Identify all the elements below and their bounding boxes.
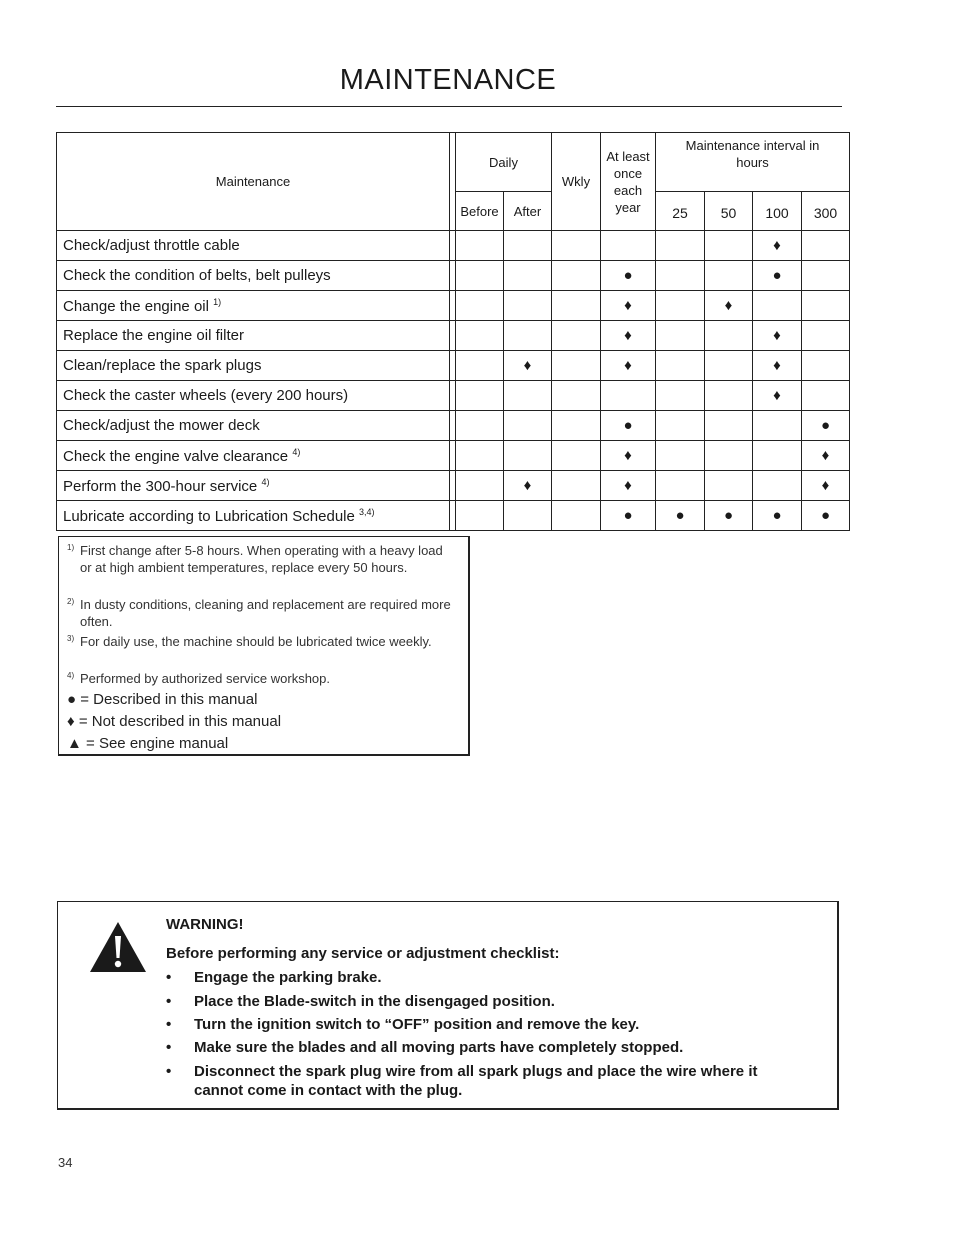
footnote-1 [67, 543, 457, 576]
mark-300h: ♦ [802, 441, 850, 471]
footnote-number: 3) [67, 634, 75, 643]
mark-before [456, 501, 504, 531]
warning-item-text: Place the Blade-switch in the disengaged position. [194, 993, 555, 1010]
bullet-icon: • [166, 1039, 172, 1056]
mark-100h: ♦ [753, 321, 802, 351]
footnote-text: First change after 5-8 hours. When operating with a heavy load or at high ambient temperatures, replace every 50 hours. [80, 543, 443, 575]
mark-50h [705, 321, 753, 351]
task-cell [57, 381, 450, 411]
header-daily: Daily [456, 133, 552, 192]
legend-text: = Not described in this manual [78, 713, 282, 730]
mark-yearly: ♦ [601, 441, 656, 471]
mark-yearly: ● [601, 501, 656, 531]
filled-circle-icon: ● [67, 691, 77, 708]
mark-300h: ♦ [802, 471, 850, 501]
mark-before [456, 261, 504, 291]
page-title: MAINTENANCE [339, 64, 557, 96]
warning-item [166, 1038, 806, 1057]
mark-50h [705, 471, 753, 501]
mark-25h: ● [656, 501, 705, 531]
mark-100h: ♦ [753, 351, 802, 381]
mark-50h [705, 261, 753, 291]
triangle-icon: ▲ [67, 735, 82, 752]
bullet-icon: • [166, 993, 172, 1010]
mark-weekly [552, 501, 601, 531]
task-label: Clean/replace the spark plugs [63, 357, 262, 374]
header-300h: 300 [802, 192, 850, 231]
mark-weekly [552, 441, 601, 471]
mark-50h [705, 351, 753, 381]
mark-25h [656, 351, 705, 381]
table-row [57, 261, 850, 291]
footnote-ref: 4) [292, 446, 301, 457]
mark-after [504, 381, 552, 411]
warning-item-text: Make sure the blades and all moving parts have completely stopped. [194, 1039, 684, 1056]
task-label: Check the caster wheels (every 200 hours) [63, 387, 349, 404]
task-cell [57, 471, 450, 501]
warning-box [57, 901, 839, 1110]
mark-50h: ● [705, 501, 753, 531]
table-row [57, 381, 850, 411]
title-divider [56, 106, 842, 107]
task-cell [57, 231, 450, 261]
mark-50h [705, 381, 753, 411]
footnote-text: Performed by authorized service workshop. [80, 671, 331, 686]
warning-intro: Before performing any service or adjustment checklist: [166, 945, 560, 962]
mark-yearly: ● [601, 411, 656, 441]
warning-item [166, 992, 806, 1011]
mark-50h [705, 411, 753, 441]
mark-100h [753, 441, 802, 471]
mark-after [504, 291, 552, 321]
mark-before [456, 291, 504, 321]
mark-100h: ♦ [753, 231, 802, 261]
mark-300h [802, 351, 850, 381]
task-label: Replace the engine oil filter [63, 327, 244, 344]
header-25h: 25 [656, 192, 705, 231]
mark-weekly [552, 321, 601, 351]
mark-yearly: ♦ [601, 291, 656, 321]
mark-yearly [601, 381, 656, 411]
mark-after [504, 501, 552, 531]
mark-before [456, 471, 504, 501]
table-row [57, 231, 850, 261]
mark-50h [705, 441, 753, 471]
footnote-2 [67, 597, 457, 630]
footnote-4 [67, 671, 457, 688]
mark-after [504, 321, 552, 351]
warning-item [166, 968, 806, 987]
mark-after [504, 231, 552, 261]
mark-300h [802, 291, 850, 321]
mark-25h [656, 441, 705, 471]
footnote-number: 2) [67, 597, 75, 606]
warning-title: WARNING! [166, 916, 244, 933]
mark-300h: ● [802, 501, 850, 531]
task-cell [57, 321, 450, 351]
task-cell [57, 291, 450, 321]
warning-item-text: Disconnect the spark plug wire from all spark plugs and place the wire where it cannot come in contact with the plug. [194, 1063, 758, 1099]
mark-weekly [552, 411, 601, 441]
mark-25h [656, 321, 705, 351]
mark-yearly: ♦ [601, 351, 656, 381]
mark-weekly [552, 471, 601, 501]
table-row [57, 441, 850, 471]
legend-text: = Described in this manual [80, 691, 258, 708]
mark-100h: ● [753, 501, 802, 531]
warning-item [166, 1062, 806, 1100]
footnote-3 [67, 634, 457, 651]
mark-25h [656, 231, 705, 261]
footnote-number: 1) [67, 543, 75, 552]
mark-100h [753, 291, 802, 321]
task-label: Check/adjust throttle cable [63, 237, 240, 254]
header-after: After [504, 192, 552, 231]
warning-item-text: Turn the ignition switch to “OFF” position and remove the key. [194, 1016, 640, 1033]
header-weekly: Wkly [552, 133, 601, 231]
mark-yearly [601, 231, 656, 261]
task-cell [57, 261, 450, 291]
table-row [57, 291, 850, 321]
header-100h: 100 [753, 192, 802, 231]
mark-50h [705, 231, 753, 261]
footnote-number: 4) [67, 671, 75, 680]
header-50h: 50 [705, 192, 753, 231]
task-label: Lubricate according to Lubrication Schedule [63, 507, 355, 525]
mark-25h [656, 261, 705, 291]
task-label: Change the engine oil [63, 297, 209, 315]
mark-before [456, 351, 504, 381]
mark-before [456, 231, 504, 261]
mark-100h [753, 411, 802, 441]
mark-300h [802, 261, 850, 291]
mark-after: ♦ [504, 471, 552, 501]
mark-weekly [552, 231, 601, 261]
header-interval: Maintenance interval in hours [656, 133, 850, 192]
warning-item-text: Engage the parking brake. [194, 969, 382, 986]
schedule-body [57, 231, 850, 531]
header-yearly: At least once each year [601, 133, 656, 231]
mark-100h: ♦ [753, 381, 802, 411]
task-cell [57, 441, 450, 471]
mark-before [456, 441, 504, 471]
mark-25h [656, 411, 705, 441]
table-row [57, 351, 850, 381]
task-label: Check the engine valve clearance [63, 447, 289, 465]
bullet-icon: • [166, 1016, 172, 1033]
footnote-ref: 1) [213, 296, 222, 307]
task-cell [57, 351, 450, 381]
table-row [57, 321, 850, 351]
footnote-text: In dusty conditions, cleaning and replacement are required more often. [80, 597, 451, 629]
mark-weekly [552, 351, 601, 381]
mark-before [456, 411, 504, 441]
diamond-icon: ♦ [67, 713, 75, 730]
legend-engine-manual [67, 735, 228, 752]
mark-weekly [552, 261, 601, 291]
mark-after [504, 261, 552, 291]
mark-25h [656, 381, 705, 411]
task-label: Check the condition of belts, belt pulleys [63, 267, 331, 284]
mark-300h [802, 381, 850, 411]
legend-described [67, 691, 257, 708]
mark-after [504, 441, 552, 471]
warning-item [166, 1015, 806, 1034]
table-row [57, 411, 850, 441]
table-row [57, 501, 850, 531]
mark-yearly: ♦ [601, 321, 656, 351]
header-before: Before [456, 192, 504, 231]
table-row [57, 471, 850, 501]
header-maintenance: Maintenance [57, 133, 450, 231]
task-label: Check/adjust the mower deck [63, 417, 260, 434]
legend-text: = See engine manual [86, 735, 229, 752]
mark-50h: ♦ [705, 291, 753, 321]
mark-after: ♦ [504, 351, 552, 381]
footnotes-box [58, 536, 470, 756]
mark-weekly [552, 291, 601, 321]
footnote-text: For daily use, the machine should be lubricated twice weekly. [80, 634, 432, 649]
bullet-icon: • [166, 969, 172, 986]
task-cell [57, 411, 450, 441]
mark-300h [802, 231, 850, 261]
mark-yearly: ♦ [601, 471, 656, 501]
maintenance-schedule-table [56, 132, 850, 531]
mark-100h: ● [753, 261, 802, 291]
bullet-icon: • [166, 1063, 172, 1080]
mark-weekly [552, 381, 601, 411]
mark-100h [753, 471, 802, 501]
mark-yearly: ● [601, 261, 656, 291]
warning-triangle-icon [88, 920, 148, 974]
task-label: Perform the 300-hour service [63, 477, 258, 495]
footnote-ref: 4) [261, 476, 270, 487]
mark-300h [802, 321, 850, 351]
mark-before [456, 381, 504, 411]
mark-300h: ● [802, 411, 850, 441]
mark-25h [656, 471, 705, 501]
page-number: 34 [58, 1155, 73, 1170]
mark-before [456, 321, 504, 351]
task-cell [57, 501, 450, 531]
footnote-ref: 3,4) [359, 506, 375, 517]
mark-after [504, 411, 552, 441]
legend-not-described [67, 713, 281, 730]
mark-25h [656, 291, 705, 321]
